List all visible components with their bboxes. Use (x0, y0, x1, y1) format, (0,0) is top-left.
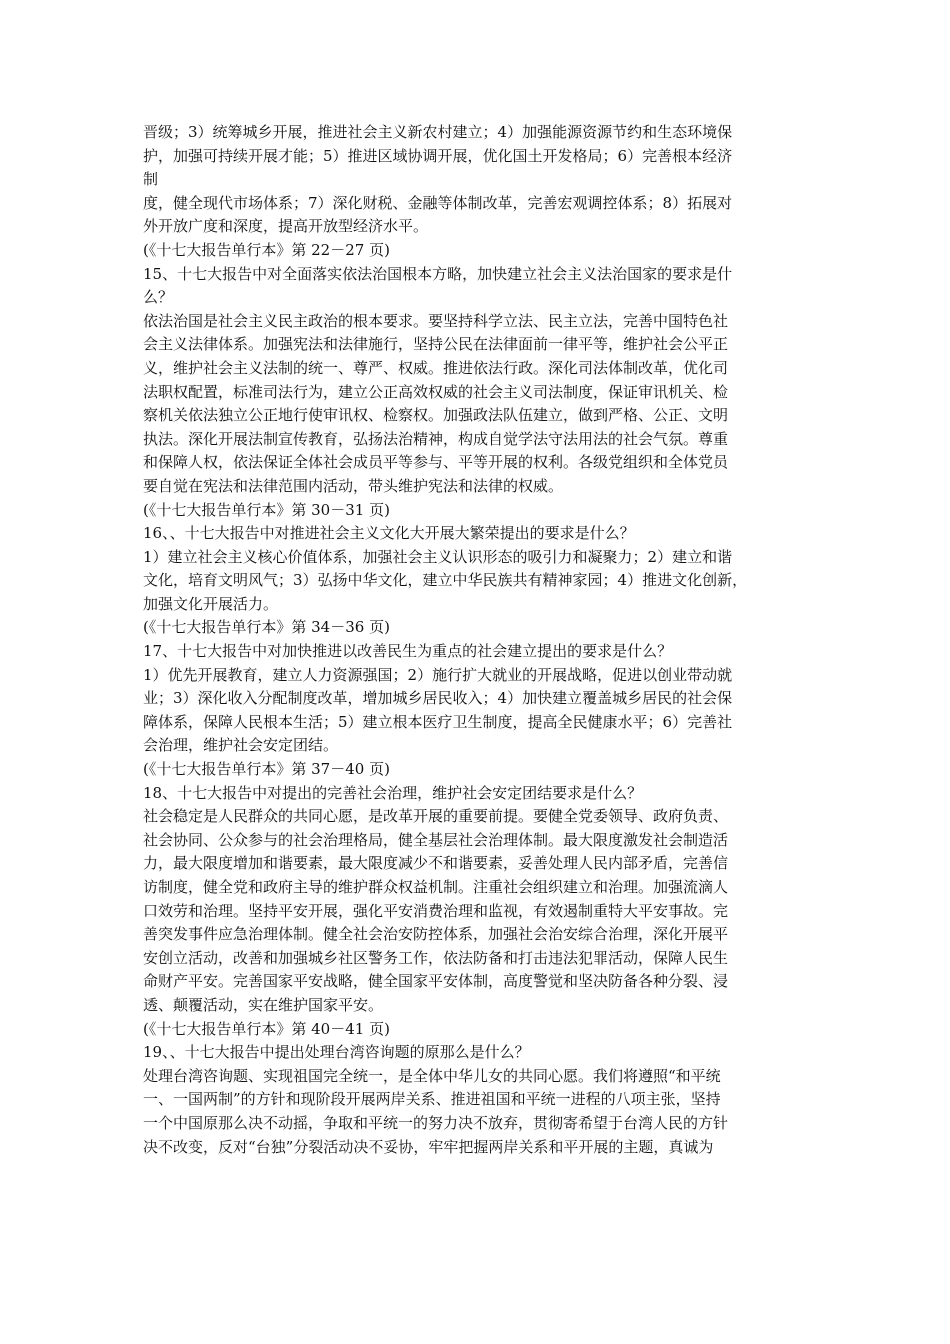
text-line: 外开放广度和深度，提高开放型经济水平。 (143, 217, 429, 236)
text-line: 社会协同、公众参与的社会治理格局，健全基层社会治理体制。最大限度激发社会制造活 (143, 830, 729, 849)
text-line: 义，维护社会主义法制的统一、尊严、权威。推进依法行政。深化司法体制改革，优化司 (143, 358, 729, 377)
text-line: (《十七大报告单行本》第 30－31 页) (143, 500, 390, 519)
text-line: 业；3）深化收入分配制度改革，增加城乡居民收入；4）加快建立覆盖城乡居民的社会保 (143, 689, 733, 708)
text-line: 依法治国是社会主义民主政治的根本要求。要坚持科学立法、民主立法，完善中国特色社 (143, 311, 729, 330)
text-line: 17、十七大报告中对加快推进以改善民生为重点的社会建立提出的要求是什么？ (143, 642, 673, 661)
text-line: 要自觉在宪法和法律范围内活动，带头维护宪法和法律的权威。 (143, 476, 564, 495)
text-line: 命财产平安。完善国家平安战略，健全国家平安体制，高度警觉和坚决防备各种分裂、浸 (143, 972, 729, 991)
text-line: 障体系，保障人民根本生活；5）建立根本医疗卫生制度，提高全民健康水平；6）完善社 (143, 712, 733, 731)
text-line: 制 (143, 170, 159, 189)
text-line: 15、十七大报告中对全面落实依法治国根本方略，加快建立社会主义法治国家的要求是什 (143, 264, 733, 283)
text-line: 晋级；3）统筹城乡开展，推进社会主义新农村建立；4）加强能源资源节约和生态环境保 (143, 123, 733, 141)
text-line: 口效劳和治理。坚持平安开展，强化平安消费治理和监视，有效遏制重特大平安事故。完 (143, 901, 729, 920)
text-line: 1）建立社会主义核心价值体系，加强社会主义认识形态的吸引力和凝聚力；2）建立和谐 (143, 547, 733, 566)
text-line: 16、、十七大报告中对推进社会主义文化大开展大繁荣提出的要求是什么？ (143, 524, 635, 543)
text-line: 1）优先开展教育，建立人力资源强国；2）施行扩大就业的开展战略，促进以创业带动就 (143, 665, 733, 684)
document-body (143, 121, 823, 1159)
text-line: 决不改变，反对“台独”分裂活动决不妥协，牢牢把握两岸关系和平开展的主题，真诚为 (143, 1137, 714, 1156)
text-line: 护，加强可持续开展才能；5）推进区域协调开展，优化国土开发格局；6）完善根本经济 (143, 146, 733, 165)
text-line: 处理台湾咨询题、实现祖国完全统一，是全体中华儿女的共同心愿。我们将遵照“和平统 (143, 1066, 721, 1085)
text-line: (《十七大报告单行本》第 34－36 页) (143, 618, 390, 637)
text-line: 善突发事件应急治理体制。健全社会治安防控体系，加强社会治安综合治理，深化开展平 (143, 925, 729, 944)
text-line: 察机关依法独立公正地行使审讯权、检察权。加强政法队伍建立，做到严格、公正、文明 (143, 406, 729, 425)
text-line: 访制度，健全党和政府主导的维护群众权益机制。注重社会组织建立和治理。加强流滴人 (143, 878, 729, 896)
text-line: (《十七大报告单行本》第 37－40 页) (143, 760, 390, 779)
text-line: 文化，培育文明风气；3）弘扬中华文化，建立中华民族共有精神家园；4）推进文化创新， (143, 571, 748, 590)
text-line: 么？ (143, 288, 174, 307)
text-line: 度，健全现代市场体系；7）深化财税、金融等体制改革，完善宏观调控体系；8）拓展对 (143, 193, 733, 212)
text-line: 加强文化开展活力。 (143, 594, 279, 613)
text-line: 力，最大限度增加和谐要素，最大限度减少不和谐要素，妥善处理人民内部矛盾，完善信 (143, 854, 729, 873)
text-line: 会主义法律体系。加强宪法和法律施行，坚持公民在法律面前一律平等，维护社会公平正 (143, 335, 729, 354)
text-line: 和保障人权，依法保证全体社会成员平等参与、平等开展的权利。各级党组织和全体党员 (143, 453, 729, 472)
text-line: (《十七大报告单行本》第 40－41 页) (143, 1019, 390, 1038)
text-line: (《十七大报告单行本》第 22－27 页) (143, 240, 390, 259)
text-line: 透、颠覆活动，实在维护国家平安。 (143, 995, 384, 1014)
text-line: 18、十七大报告中对提出的完善社会治理，维护社会安定团结要求是什么？ (143, 783, 643, 802)
text-line: 执法。深化开展法制宣传教育，弘扬法治精神，构成自觉学法守法用法的社会气氛。尊重 (143, 429, 729, 448)
text-line: 会治理，维护社会安定团结。 (143, 736, 339, 755)
text-line: 19、、十七大报告中提出处理台湾咨询题的原那么是什么？ (143, 1043, 530, 1062)
text-line: 法职权配置，标准司法行为，建立公正高效权威的社会主义司法制度，保证审讯机关、检 (143, 382, 729, 401)
text-line: 安创立活动，改善和加强城乡社区警务工作，依法防备和打击违法犯罪活动，保障人民生 (143, 948, 729, 967)
text-line: 一、一国两制”的方针和现阶段开展两岸关系、推进祖国和平统一进程的八项主张，坚持 (143, 1090, 721, 1109)
text-line: 一个中国原那么决不动摇，争取和平统一的努力决不放弃，贯彻寄希望于台湾人民的方针 (143, 1113, 729, 1132)
text-line: 社会稳定是人民群众的共同心愿，是改革开展的重要前提。要健全党委领导、政府负责、 (143, 807, 729, 826)
